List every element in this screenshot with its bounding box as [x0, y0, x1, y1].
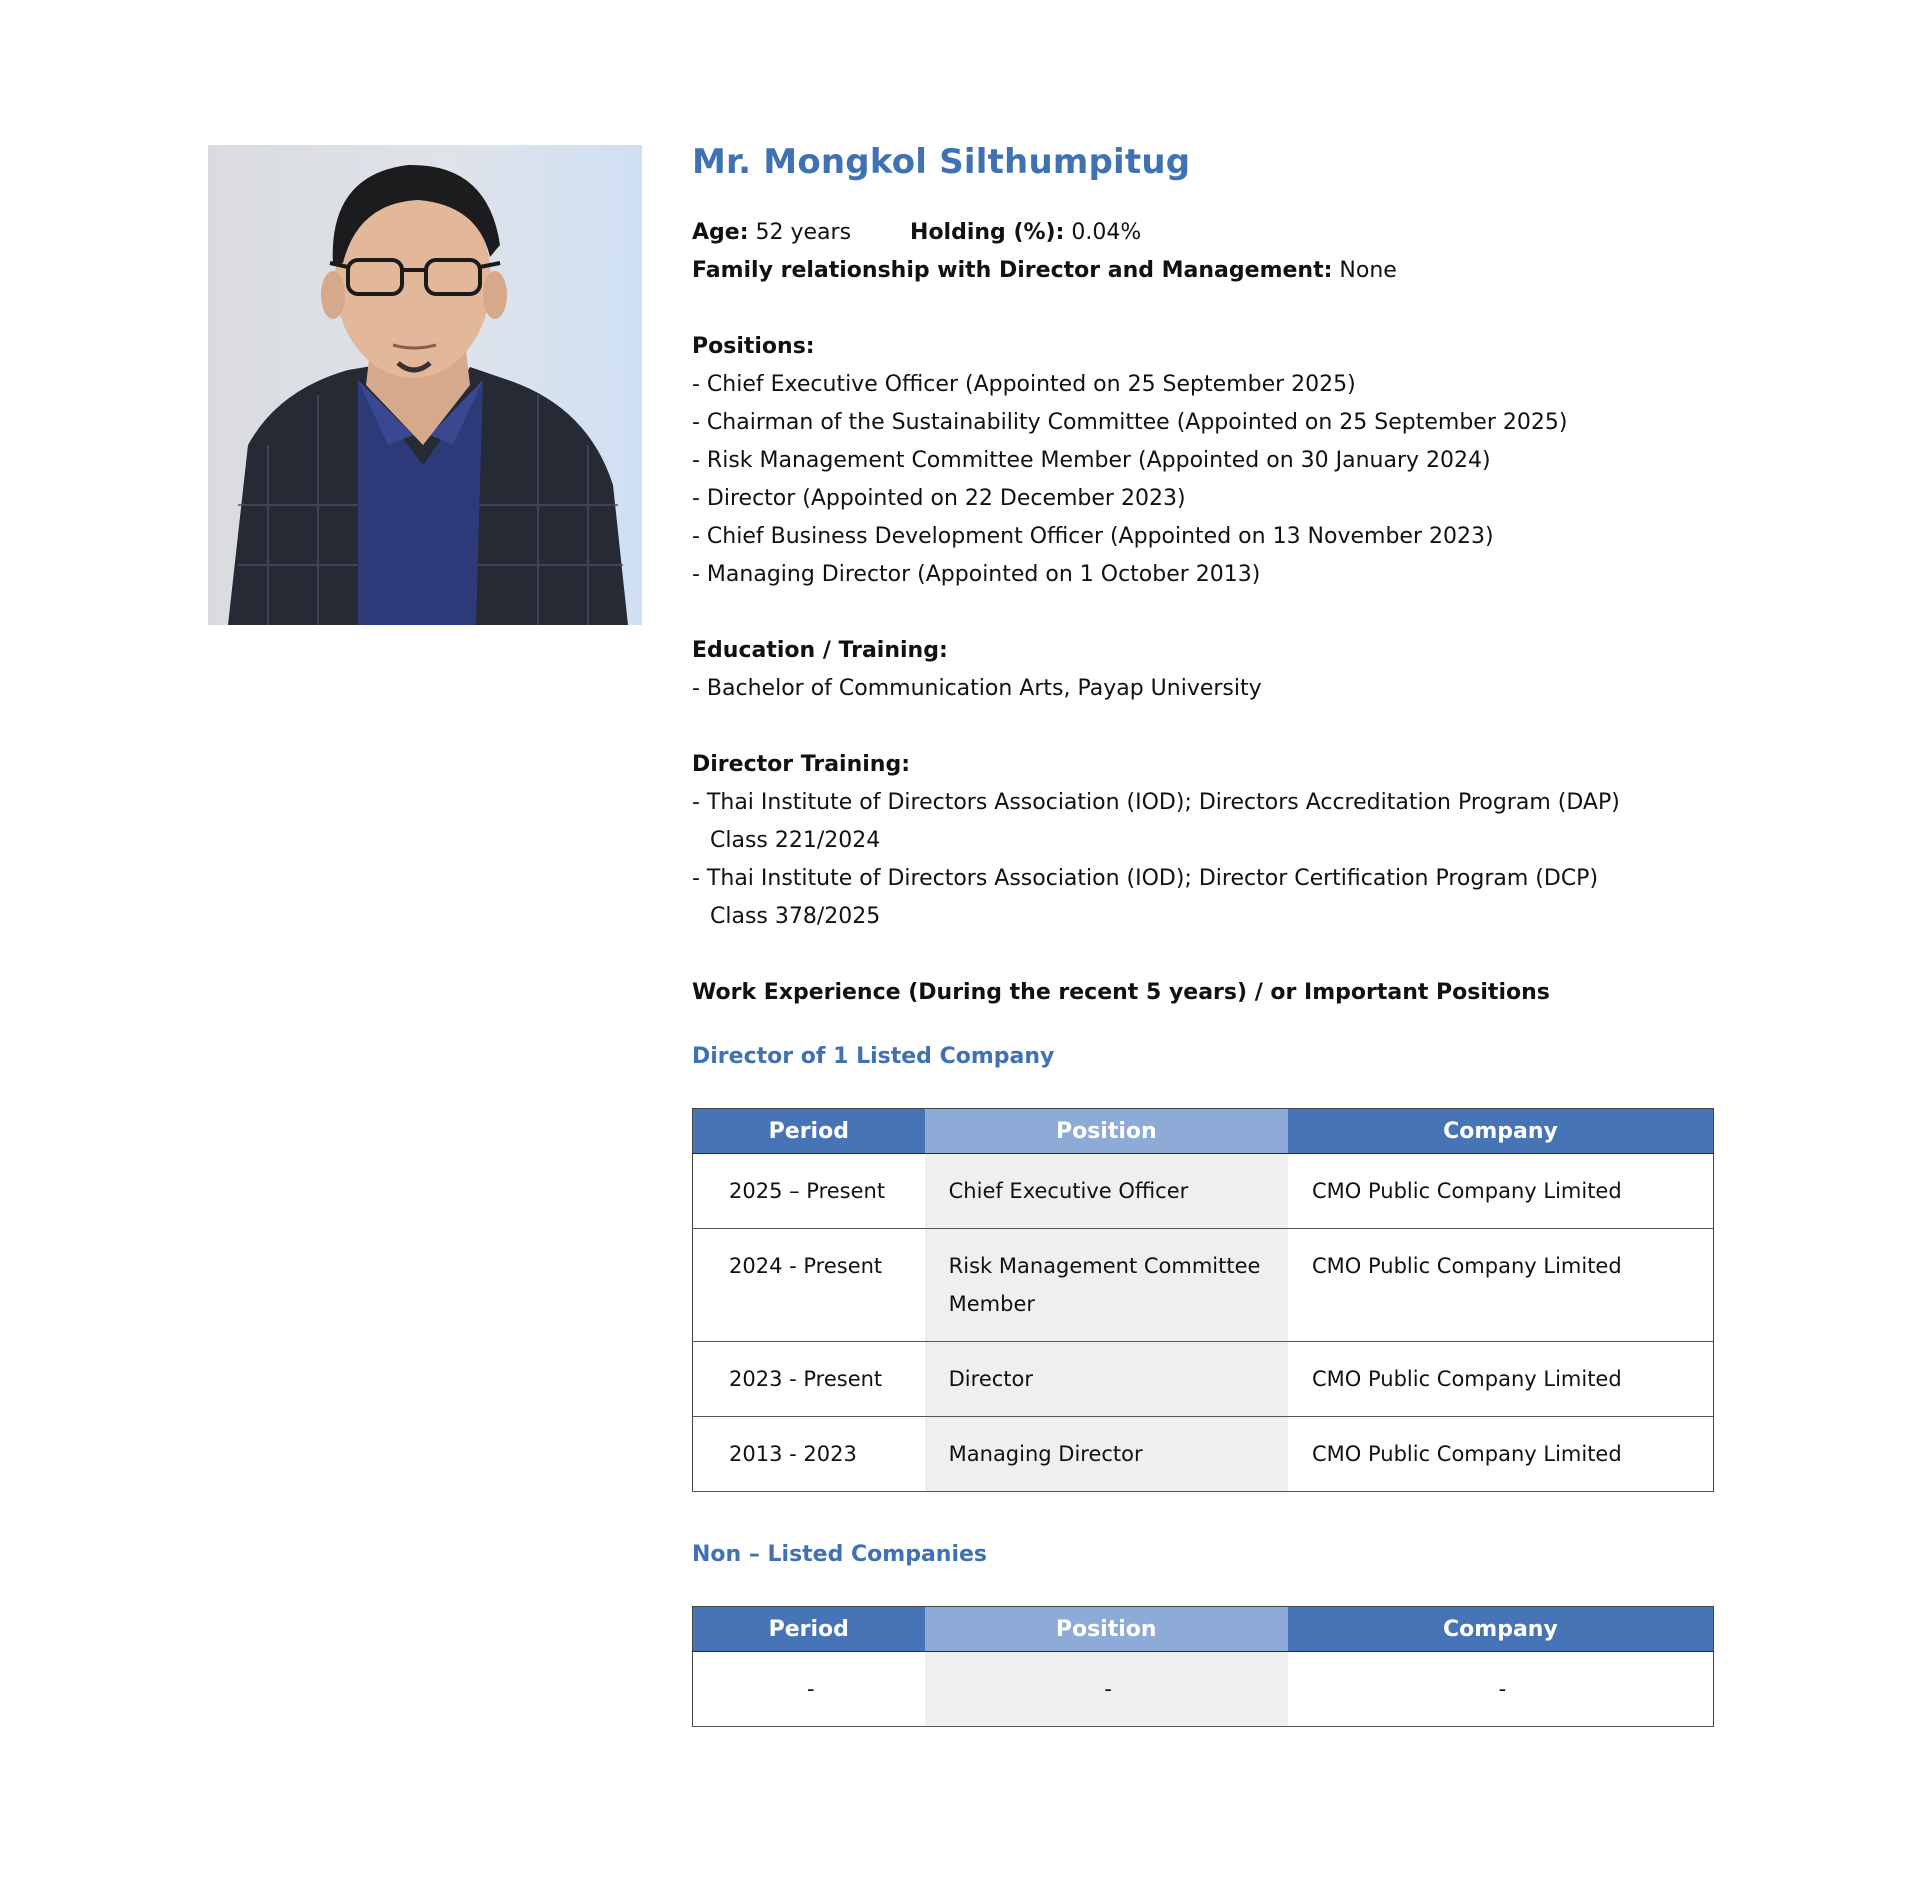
listed-company-table — [692, 1108, 1714, 1492]
company-cell: CMO Public Company Limited — [1288, 1154, 1714, 1229]
position-cell — [925, 1229, 1288, 1342]
education-section — [692, 632, 1732, 708]
company-cell: - — [1288, 1652, 1714, 1727]
person-name: Mr. Mongkol Silthumpitug — [692, 142, 1191, 182]
column-header-period: Period — [693, 1109, 925, 1154]
list-item: - Thai Institute of Directors Association (IOD); Director Certification Program (DCP) — [692, 866, 1599, 891]
period-cell: 2025 – Present — [693, 1154, 925, 1229]
list-item: - Bachelor of Communication Arts, Payap University — [692, 676, 1262, 701]
period-cell: - — [693, 1652, 925, 1727]
position-line: Risk Management Committee — [948, 1254, 1261, 1278]
non-listed-company-table — [692, 1606, 1714, 1727]
table-row — [693, 1229, 1714, 1342]
list-item: - Risk Management Committee Member (Appointed on 30 January 2024) — [692, 448, 1491, 473]
list-item-continuation: Class 378/2025 — [710, 904, 881, 929]
holding-value: 0.04% — [1071, 220, 1142, 245]
positions-section — [692, 328, 1732, 594]
column-header-company: Company — [1288, 1607, 1714, 1652]
column-header-position: Position — [925, 1109, 1288, 1154]
list-item: - Chief Business Development Officer (Appointed on 13 November 2023) — [692, 524, 1494, 549]
company-cell: CMO Public Company Limited — [1288, 1229, 1714, 1342]
age-holding-line — [692, 214, 1732, 252]
family-value: None — [1339, 258, 1397, 283]
work-experience-section — [692, 974, 1732, 1727]
portrait-illustration — [208, 145, 642, 625]
position-cell: Director — [925, 1342, 1288, 1417]
holding-label: Holding (%): — [910, 220, 1065, 245]
period-cell: 2023 - Present — [693, 1342, 925, 1417]
position-cell: Managing Director — [925, 1417, 1288, 1492]
listed-company-heading: Director of 1 Listed Company — [692, 1044, 1055, 1069]
position-line: Member — [948, 1292, 1036, 1316]
list-item: - Chairman of the Sustainability Committee (Appointed on 25 September 2025) — [692, 410, 1568, 435]
table-row — [693, 1154, 1714, 1229]
work-heading: Work Experience (During the recent 5 years) / or Important Positions — [692, 980, 1550, 1005]
positions-heading: Positions: — [692, 334, 815, 359]
profile-content — [692, 140, 1732, 1727]
director-training-heading: Director Training: — [692, 752, 910, 777]
profile-photo — [208, 145, 642, 625]
director-training-section — [692, 746, 1732, 936]
table-header-row — [693, 1109, 1714, 1154]
family-label: Family relationship with Director and Management: — [692, 258, 1333, 283]
list-item: - Director (Appointed on 22 December 2023) — [692, 486, 1186, 511]
family-line — [692, 252, 1732, 290]
list-item: - Thai Institute of Directors Association (IOD); Directors Accreditation Program (DAP) — [692, 790, 1620, 815]
column-header-company: Company — [1288, 1109, 1714, 1154]
table-header-row — [693, 1607, 1714, 1652]
profile-meta — [692, 214, 1732, 290]
period-cell: 2013 - 2023 — [693, 1417, 925, 1492]
table-row — [693, 1342, 1714, 1417]
position-cell: - — [925, 1652, 1288, 1727]
position-cell: Chief Executive Officer — [925, 1154, 1288, 1229]
company-cell: CMO Public Company Limited — [1288, 1342, 1714, 1417]
column-header-period: Period — [693, 1607, 925, 1652]
list-item: - Managing Director (Appointed on 1 October 2013) — [692, 562, 1261, 587]
table-row — [693, 1652, 1714, 1727]
list-item-continuation: Class 221/2024 — [710, 828, 881, 853]
non-listed-heading: Non – Listed Companies — [692, 1542, 988, 1567]
age-value: 52 years — [755, 220, 852, 245]
table-row — [693, 1417, 1714, 1492]
period-cell: 2024 - Present — [693, 1229, 925, 1342]
education-heading: Education / Training: — [692, 638, 948, 663]
column-header-position: Position — [925, 1607, 1288, 1652]
list-item: - Chief Executive Officer (Appointed on 25 September 2025) — [692, 372, 1356, 397]
company-cell: CMO Public Company Limited — [1288, 1417, 1714, 1492]
age-label: Age: — [692, 220, 749, 245]
